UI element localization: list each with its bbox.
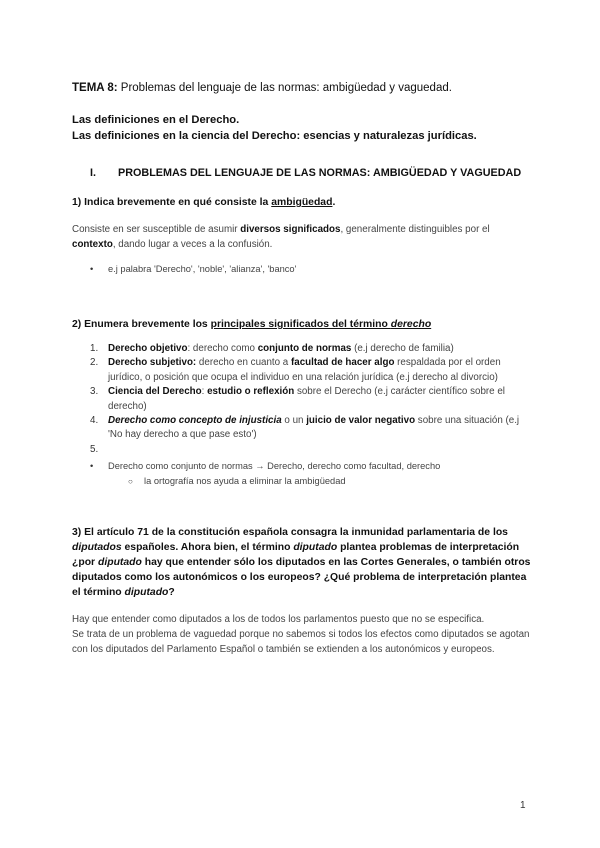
q3-italic-1: diputados xyxy=(72,542,122,554)
q3-italic-3: diputado xyxy=(97,557,142,569)
q3-part-3: plantea problemas de interpretación ¿por xyxy=(72,542,520,569)
a1-bold-2: contexto xyxy=(72,239,113,250)
q1-bullet-list xyxy=(72,262,532,277)
item-bold-2: estudio o reflexión xyxy=(207,386,295,398)
list-index: 2. xyxy=(90,357,99,369)
section-title: PROBLEMAS DEL LENGUAJE DE LAS NORMAS: AMBIGÜEDAD Y VAGUEDAD xyxy=(118,167,522,179)
a3-line-1: Hay que entender como diputados a los de todos los parlamentos puesto que no se especifica. xyxy=(72,614,485,626)
q2-text: 2) Enumera brevemente los xyxy=(72,319,211,330)
list-item xyxy=(72,342,532,356)
item-bold-2: conjunto de normas xyxy=(257,343,352,354)
a1-text-a: Consiste en ser susceptible de asumir xyxy=(72,224,241,235)
list-index: 1. xyxy=(90,343,99,354)
item-bold: Derecho objetivo xyxy=(108,343,188,354)
item-text-2: respaldada por el orden jurídico, o posición que ocupa el individuo en una relación jurídica (e.j derecho al divorcio) xyxy=(108,357,501,383)
list-item: • Derecho como conjunto de normas → Derecho, derecho como facultad, derecho xyxy=(72,459,532,474)
q1-end: . xyxy=(332,197,336,208)
item-bold-2: juicio de valor negativo xyxy=(306,415,416,427)
item-bold: Derecho subjetivo: xyxy=(108,357,197,369)
document-page xyxy=(72,82,532,657)
section-number: I. xyxy=(90,167,96,179)
item-text-2: sobre el Derecho (e.j carácter científico sobre el derecho) xyxy=(108,386,505,412)
q2-bullet-list xyxy=(72,459,532,489)
item-text-2: (e.j derecho de familia) xyxy=(351,343,454,354)
q3-part-2: españoles. Ahora bien, el término xyxy=(121,542,294,554)
a3-line-2: Se trata de un problema de vaguedad porque no sabemos si todos los efectos como diputados se agotan con los diputados del Parlamento Español o también se extienden a los autonómicos y europeos. xyxy=(72,629,530,656)
q3-italic-2: diputado xyxy=(293,542,338,554)
list-item xyxy=(72,356,532,385)
title-text: Problemas del lenguaje de las normas: ambigüedad y vaguedad. xyxy=(117,82,452,94)
subhead-ciencia: Las definiciones en la ciencia del Derecho: esencias y naturalezas jurídicas. xyxy=(72,130,477,142)
q3-part-4: hay que entender sólo los diputados en las Cortes Generales, o también otros diputados como los autonómicos o los europeos? ¿Qué problema de interpretación plantea el término xyxy=(72,557,531,599)
item-text: : xyxy=(201,386,208,398)
question-2 xyxy=(72,317,532,332)
question-1 xyxy=(72,195,532,210)
q3-part-5: ? xyxy=(168,587,175,599)
a1-text-c: , generalmente distinguibles por el xyxy=(340,224,490,235)
item-text: derecho en cuanto a xyxy=(196,357,291,369)
item-text: o un xyxy=(281,415,307,427)
list-index: 3. xyxy=(90,386,99,398)
list-index: 4. xyxy=(90,415,99,427)
q1-underlined: ambigüedad xyxy=(271,197,333,208)
q2-numbered-list xyxy=(72,342,532,457)
question-3 xyxy=(72,525,532,600)
item-bold-italic: Derecho como concepto de injusticia xyxy=(108,415,282,427)
list-item xyxy=(72,385,532,414)
document-title xyxy=(72,82,532,94)
q2-underlined xyxy=(211,319,432,330)
sub-list-item: ○ la ortografía nos ayuda a eliminar la ambigüedad xyxy=(72,474,532,489)
item-text-2: sobre una situación (e.j 'No hay derecho a que pase esto') xyxy=(108,415,520,441)
subhead-definiciones: Las definiciones en el Derecho. xyxy=(72,114,240,126)
a1-bold-1: diversos significados xyxy=(240,224,341,235)
answer-1 xyxy=(72,222,532,252)
q2-underlined-text: principales significados del término xyxy=(210,319,391,330)
page-number: 1 xyxy=(520,800,526,811)
title-tema: TEMA 8: xyxy=(72,82,118,94)
q1-text: 1) Indica brevemente en qué consiste la xyxy=(72,197,272,208)
a1-text-d: , dando lugar a veces a la confusión. xyxy=(112,239,273,250)
item-bold: Ciencia del Derecho xyxy=(108,386,202,398)
q2-underlined-italic: derecho xyxy=(390,319,432,330)
q3-part-1: 3) El artículo 71 de la constitución española consagra la inmunidad parlamentaria de los xyxy=(72,527,508,539)
item-text: : derecho como xyxy=(187,343,258,354)
list-item xyxy=(72,443,532,457)
q3-italic-4: diputado xyxy=(124,587,169,599)
item-bold-2: facultad de hacer algo xyxy=(290,357,395,369)
list-item: • e.j palabra 'Derecho', 'noble', 'alianza', 'banco' xyxy=(72,262,532,277)
list-item xyxy=(72,414,532,443)
section-heading xyxy=(90,167,532,179)
answer-3 xyxy=(72,612,532,657)
list-index: 5. xyxy=(90,443,99,455)
